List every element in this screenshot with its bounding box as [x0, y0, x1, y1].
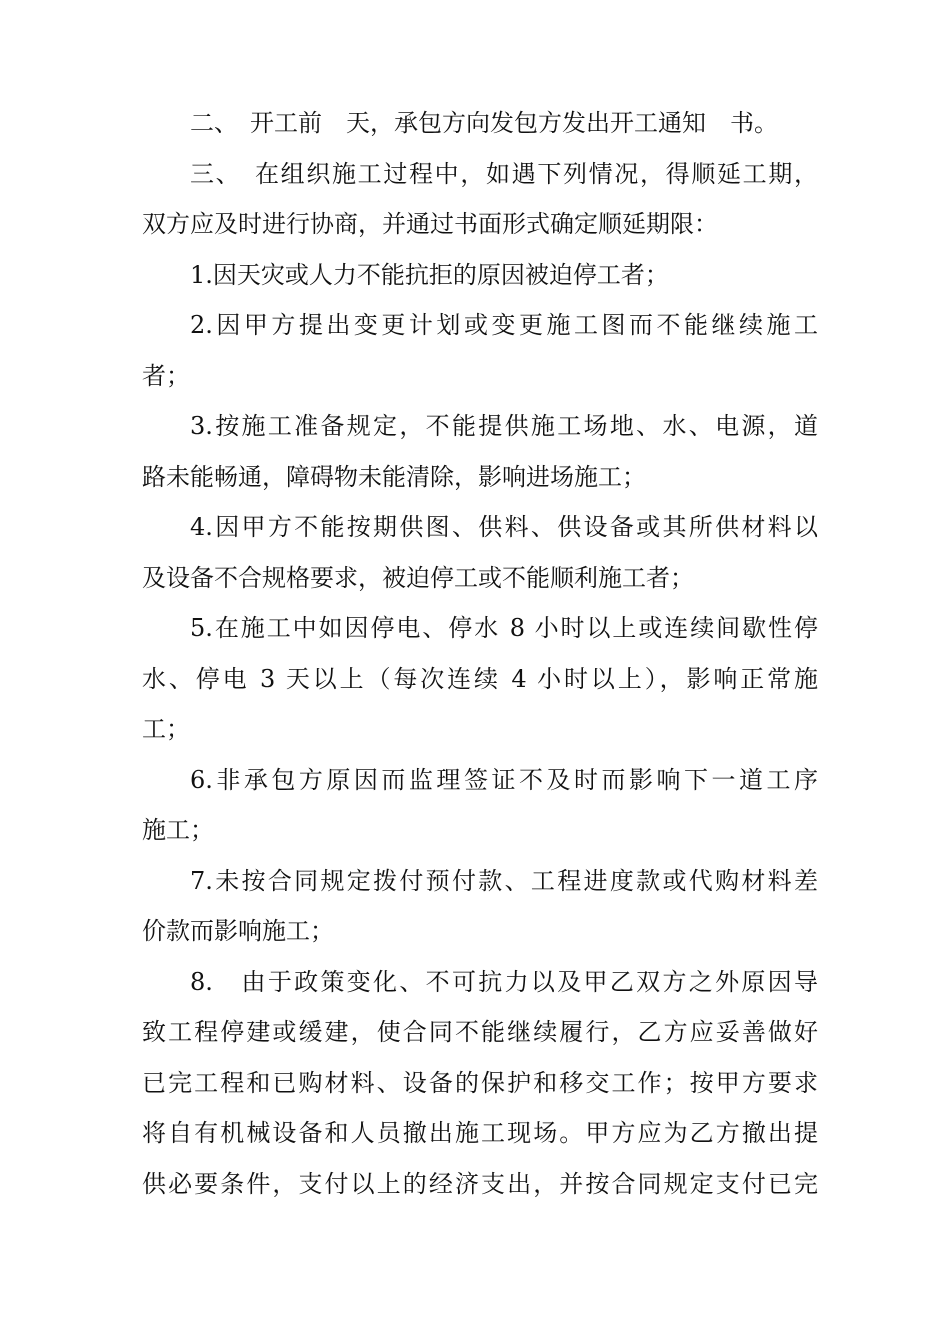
text-line: 7.未按合同规定拨付预付款、工程进度款或代购材料差: [190, 866, 818, 895]
text-line: 者；: [142, 361, 190, 390]
text-line: 致工程停建或缓建，使合同不能继续履行，乙方应妥善做好: [142, 1018, 818, 1046]
text-line: 将自有机械设备和人员撤出施工现场。甲方应为乙方撤出提: [142, 1119, 818, 1147]
text-line: 二、 开工前 天，承包方向发包方发出开工通知 书。: [190, 109, 778, 137]
text-line: 8. 由于政策变化、不可抗力以及甲乙双方之外原因导: [190, 967, 818, 996]
text-line: 及设备不合规格要求，被迫停工或不能顺利施工者；: [142, 563, 694, 592]
text-line: 3.按施工准备规定，不能提供施工场地、水、电源，道: [190, 412, 818, 440]
text-line: 三、 在组织施工过程中，如遇下列情况，得顺延工期，: [190, 159, 818, 188]
text-line: 工；: [142, 715, 190, 743]
text-line: 双方应及时进行协商，并通过书面形式确定顺延期限：: [142, 210, 718, 238]
text-line: 价款而影响施工；: [142, 917, 334, 945]
text-line: 施工；: [142, 816, 214, 844]
text-line: 已完工程和已购材料、设备的保护和移交工作；按甲方要求: [142, 1068, 818, 1097]
text-line: 4.因甲方不能按期供图、供料、供设备或其所供材料以: [190, 513, 818, 541]
text-line: 2.因甲方提出变更计划或变更施工图而不能继续施工: [190, 311, 818, 339]
text-line: 1.因天灾或人力不能抗拒的原因被迫停工者；: [190, 260, 669, 289]
text-line: 路未能畅通，障碍物未能清除，影响进场施工；: [142, 462, 646, 491]
document-body: [142, 98, 818, 1209]
text-line: 供必要条件，支付以上的经济支出，并按合同规定支付已完: [142, 1169, 818, 1198]
text-line: 6.非承包方原因而监理签证不及时而影响下一道工序: [190, 765, 818, 794]
text-line: 5.在施工中如因停电、停水 8 小时以上或连续间歇性停: [190, 614, 818, 642]
text-line: 水、停电 3 天以上（每次连续 4 小时以上），影响正常施: [142, 664, 818, 693]
